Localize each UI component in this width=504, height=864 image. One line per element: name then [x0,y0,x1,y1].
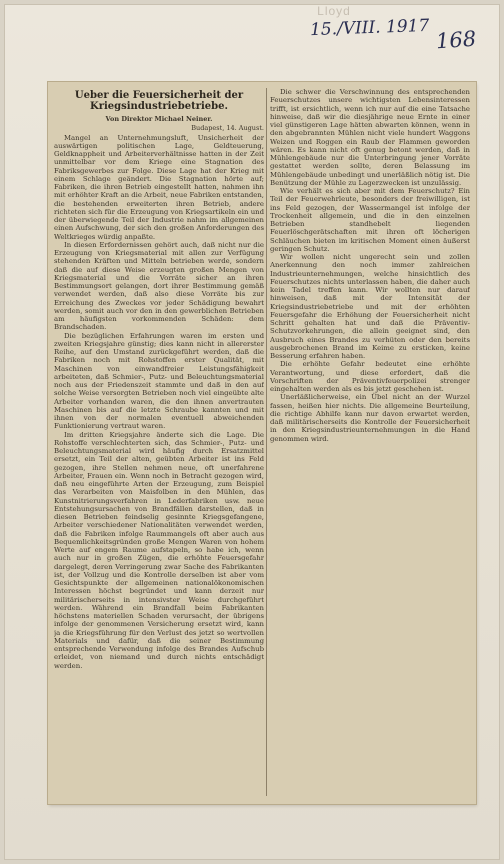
paragraph-left-2: In diesen Erfordernissen gehört auch, daß nicht nur die Erzeugung von Kriegsmaterial mit allen zur Verfügung stehenden Kräften und Mitteln betrieben werde, sondern daß die auf diese Weise erzeugten großen Mengen von Kriegsmaterial und die Vorräte sicher an ihren Bestimmungsort gelangen, dort ihrer Bestimmung gemäß verwendet werden, daß also diese Vorräte bis zur Erreichung des Zweckes vor jeder Schädigung bewahrt werden, somit auch vor den in den gewerblichen Betrieben am häufigsten vorkommenden Schäden: dem Brandschaden. [54,240,264,332]
article-column-right [270,82,470,810]
paragraph-right-4: Die erhöhte Gefahr bedeutet eine erhöhte Verantwortung, und diese erfordert, daß die Vorschriften der Präventivfeuerpolizei strenger eingehalten werden als es bis jetzt geschehen ist. [270,360,470,393]
paragraph-right-1: Die schwer die Verschwinnung des entsprechenden Feuerschutzes unsere wichtigsten Lebensinteressen trifft, ist ersichtlich, wenn ich nur auf die eine Tatsache hinweise, daß wir die diesjährige neue Ernte in einer viel günstigeren Lage hätten abwarten können, wenn in den abgebrannten Mühlen nicht viele hundert Waggons Weizen und Roggen ein Raub der Flammen geworden wären. Es kann nicht oft genug betont werden, daß in Mühlengebäude nur die Unterbringung jener Vorräte gestattet werden sollte, deren Belassung im Mühlengebäude unbedingt und unerläßlich nötig ist. Die Benützung der Mühle zu Lagerzwecken ist unzulässig. [270,88,470,187]
paragraph-right-2: Wie verhält es sich aber mit dem Feuerschutz? Ein Teil der Feuerwehrleute, besonders der freiwilligen, ist ins Feld gezogen, der Wassermangel ist infolge der Trockenheit allgemein, und die in den einzelnen Betrieben standhebelt liegenden Feuerlöschgerätschaften mit ihren oft löcherigen Schläuchen bieten im kritischen Moment einen äußerst geringen Schutz. [270,187,470,253]
newspaper-clipping [48,82,476,804]
article-headline: Ueber die Feuersicherheit der Kriegsindustriebetriebe. [74,90,244,112]
article-dateline: Budapest, 14. August. [191,124,264,133]
faded-stamp: Lloyd [317,4,351,18]
paragraph-left-1: Mangel an Unternehmungsluft, Unsicherheit der auswärtigen politischen Lage, Geldteuerung, Geldknappheit und Arbeiterverhältnisse hatten in der Zeit unmittelbar vor dem Kriege eine Stagnation des Fabriksgewerbes zur Folge. Diese Lage hat der Krieg mit einem Schlage geändert. Die Stagnation hörte auf; Fabriken, die ihren Betrieb eingestellt hatten, nahmen ihn mit erhöhter Kraft an die Arbeit, neue Fabriken entstanden, die bestehenden erweiterten ihren Betrieb, andere richteten sich für die Erzeugung von Kriegsartikeln ein und der überwiegende Teil der Industrie nahm im allgemeinen einen Aufschwung, der sich den großen Anforderungen des Weltkrieges würdig anpaßte. [54,133,264,241]
paragraph-left-4: Im dritten Kriegsjahre änderte sich die Lage. Die Rohstoffe verschlechterten sich, das Schmier-, Putz- und Beleuchtungsmaterial wird häufig durch Ersatzmittel ersetzt, ein Teil der alten, geübten Arbeiter ist ins Feld gezogen, ihre Stellen nehmen neue, oft unerfahrene Arbeiter, Frauen ein. Wenn noch in Betracht gezogen wird, daß neu eingeführte Arten der Erzeugung, zum Beispiel das Verarbeiten von Maisfolben in den Mühlen, das Kunstnitrierungsverfahren in Lederfabriken usw. neue Entstehungsursachen von Brandfällen darstellen, daß in diesen Betrieben feindselig gesinnte Kriegsgefangene, Arbeiter verschiedener Nationalitäten verwendet werden, daß die Fabriken infolge Raummangels oft aber auch aus Bequemlichkeitsgründen große Mengen Waren von hohem Werte auf engem Raume aufstapeln, so habe ich, wenn auch nur in großen Zügen, die erhöhte Feuersgefahr dargelegt, deren Verringerung zwar Sache des Fabrikanten ist, der Vollzug und die Kontrolle derselben ist aber vom Gesichtspunkte der allgemeinen nationalökonomischen Interessen höchst begründet und kann derzeit nur militärischerseits in intensivster Weise durchgeführt werden. Während ein Brandfall beim Fabrikanten höchstens materiellen Schaden verursacht, der übrigens infolge der genommenen Versicherung ersetzt wird, kann ja die Kriegsführung für den Verlust des jetzt so wertvollen Materials und dafür, daß die seiner Bestimmung entsprechende Verwendung infolge des Brandes Aufschub erleidet, von niemand und durch nichts entschädigt werden. [54,430,264,670]
article-column-left [54,82,264,810]
handwritten-date: 15./VIII. 1917 [309,15,430,41]
handwritten-page-number: 168 [435,26,477,54]
paragraph-right-3: Wir wollen nicht ungerecht sein und zollen Anerkennung den noch immer zahlreichen Industrieunternehmungen, welche hinsichtlich des Feuerschutzes nichts unterlassen haben, die daher auch kein Tadel treffen kann. Wir wollten nur darauf hinweisen, daß mit der Intensität der Kriegsindustriebetriebe und mit der erhöhten Feuersgefahr die Erhöhung der Feuersicherheit nicht Schritt gehalten hat und daß die Präventiv-Schutzvorkehrungen, die allein geeignet sind, den Ausbruch eines Brandes zu verhüten oder den bereits ausgebrochenen Brand im Keime zu ersticken, keine Besserung erfahren haben. [270,253,470,360]
paragraph-right-5: Unerläßlicherweise, ein Übel nicht an der Wurzel fassen, heißen hier nichts. Die allgemeine Beurteilung, die richtige Abhilfe kann nur davon erwartet werden, daß militärischerseits die Kontrolle der Feuersicherheit in den Kriegsindustrieunternehmungen in die Hand genommen wird. [270,393,470,443]
column-divider [266,88,267,796]
paragraph-left-3: Die bezüglichen Erfahrungen waren im ersten und zweiten Kriegsjahre günstig; dies kann nicht in allererster Reihe, auf den Umstand zurückgeführt werden, daß die Fabriken noch mit Rohstoffen erster Qualität, mit Maschinen von einwandfreier Leistungsfähigkeit arbeiteten, daß Schmier-, Putz- und Beleuchtungsmaterial noch aus der Friedenszeit stammte und daß in den auf solche Weise versorgten Betrieben noch viel eingeübte alte Arbeiter vorhanden waren, die den ihnen anvertrauten Maschinen bis auf die letzte Schraube kannten und mit ihnen von der normalen eventuell abweichenden Funktionierung vertraut waren. [54,331,264,431]
article-byline: Von Direktor Michael Neiner. [105,115,213,123]
